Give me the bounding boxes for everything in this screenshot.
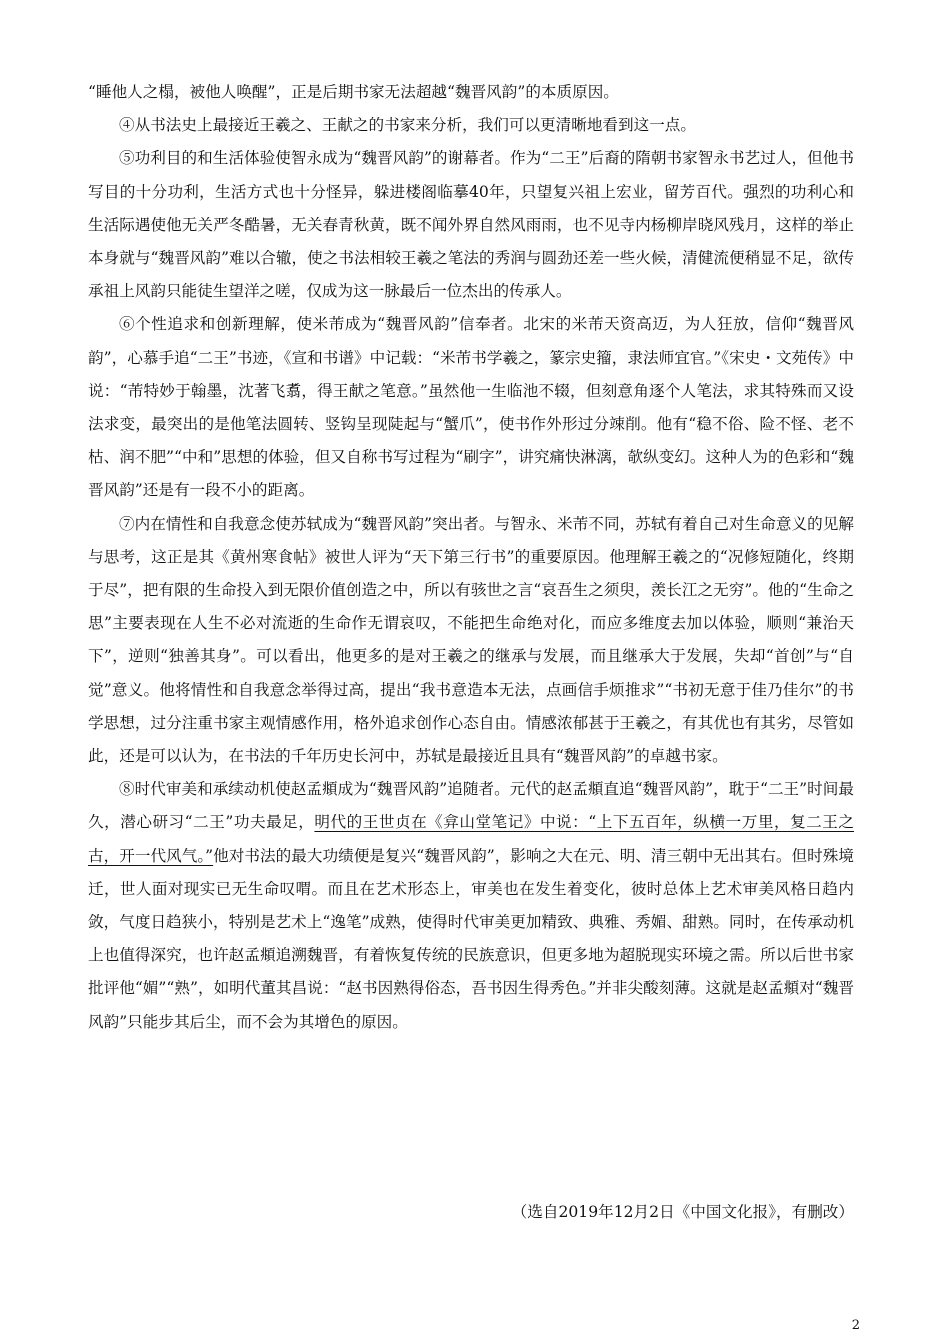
paragraph-4: ④从书法史上最接近王羲之、王献之的书家来分析，我们可以更清晰地看到这一点。	[119, 116, 696, 135]
paragraph-8-part-a: ⑧时代审美和承续动机使赵孟頫成为“魏晋风韵”追随者。元代的赵孟頫直追“魏晋风韵”，耽于“二王”时间最久，潜心研习“二王”功夫最足，	[88, 780, 854, 832]
paragraph-continued: “睡他人之榻，被他人唤醒”，正是后期书家无法超越“魏晋风韵”的本质原因。	[88, 83, 619, 101]
article-body	[88, 76, 854, 1039]
underlined-quote: 明代的王世贞在《弇山堂笔记》中说：“上下五百年，纵横一万里，复二王之古，开一代风气。”	[88, 813, 854, 865]
paragraph-7: ⑦内在情性和自我意念使苏轼成为“魏晋风韵”突出者。与智永、米芾不同，苏轼有着自己对生命意义的见解与思考，这正是其《黄州寒食帖》被世人评为“天下第三行书”的重要原因。他理解王羲之的“况修短随化，终期于尽”，把有限的生命投入到无限价值创造之中，所以有骇世之言“哀吾生之须臾，羡长江之无穷”。他的“生命之思”主要表现在人生不必对流逝的生命作无谓哀叹，不能把生命绝对化，而应多维度去加以体验，顺则“兼治天下”，逆则“独善其身”。可以看出，他更多的是对王羲之的继承与发展，而且继承大于发展，失却“首创”与“自觉”意义。他将情性和自我意念举得过高，提出“我书意造本无法，点画信手烦推求”“书初无意于佳乃佳尔”的书学思想，过分注重书家主观情感作用，格外追求创作心态自由。情感浓郁甚于王羲之，有其优也有其劣，尽管如此，还是可以认为，在书法的千年历史长河中，苏轼是最接近且具有“魏晋风韵”的卓越书家。	[88, 514, 854, 766]
page-number: 2	[851, 1318, 860, 1333]
source-citation: （选自2019年12月2日《中国文化报》，有删改）	[511, 1203, 854, 1221]
paragraph-6: ⑥个性追求和创新理解，使米芾成为“魏晋风韵”信奉者。北宋的米芾天资高迈，为人狂放，信仰“魏晋风韵”，心慕手追“二王”书迹，《宣和书谱》中记载：“米芾书学羲之，篆宗史籀，隶法师宜官。”《宋史・文苑传》中说：“芾特妙于翰墨，沈著飞翥，得王献之笔意。”虽然他一生临池不辍，但刻意角逐个人笔法，求其特殊而又设法求变，最突出的是他笔法圆转、竖钩呈现陡起与“蟹爪”，使书作外形过分竦削。他有“稳不俗、险不怪、老不枯、润不肥”“中和”思想的体验，但又自称书写过程为“刷字”，讲究痛快淋漓，欹纵变幻。这种人为的色彩和“魏晋风韵”还是有一段不小的距离。	[88, 315, 854, 500]
paragraph-8-part-b: 他对书法的最大功绩便是复兴“魏晋风韵”，影响之大在元、明、清三朝中无出其右。但时殊境迁，世人面对现实已无生命叹喟。而且在艺术形态上，审美也在发生着变化，彼时总体上艺术审美风格日趋内敛，气度日趋狭小，特别是艺术上“逸笔”成熟，使得时代审美更加精致、典雅、秀媚、甜熟。同时，在传承动机上也值得深究，也许赵孟頫追溯魏晋，有着恢复传统的民族意识，但更多地为超脱现实环境之需。所以后世书家批评他“媚”“熟”，如明代董其昌说：“赵书因熟得俗态，吾书因生得秀色。”并非尖酸刻薄。这就是赵孟頫对“魏晋风韵”只能步其后尘，而不会为其增色的原因。	[88, 846, 854, 1031]
paragraph-8	[88, 773, 854, 1039]
paragraph-5: ⑤功利目的和生活体验使智永成为“魏晋风韵”的谢幕者。作为“二王”后裔的隋朝书家智永书艺过人，但他书写目的十分功利，生活方式也十分怪异，躲进楼阁临摹40年，只望复兴祖上宏业，留芳百代。强烈的功利心和生活际遇使他无关严冬酷暑，无关春青秋黄，既不闻外界自然风雨雨，也不见寺内杨柳岸晓风残月，这样的举止本身就与“魏晋风韵”难以合辙，使之书法相较王羲之笔法的秀润与圆劲还差一些火候，清健流便稍显不足，欲传承祖上风韵只能徒生望洋之嗟，仅成为这一脉最后一位杰出的传承人。	[88, 149, 854, 301]
